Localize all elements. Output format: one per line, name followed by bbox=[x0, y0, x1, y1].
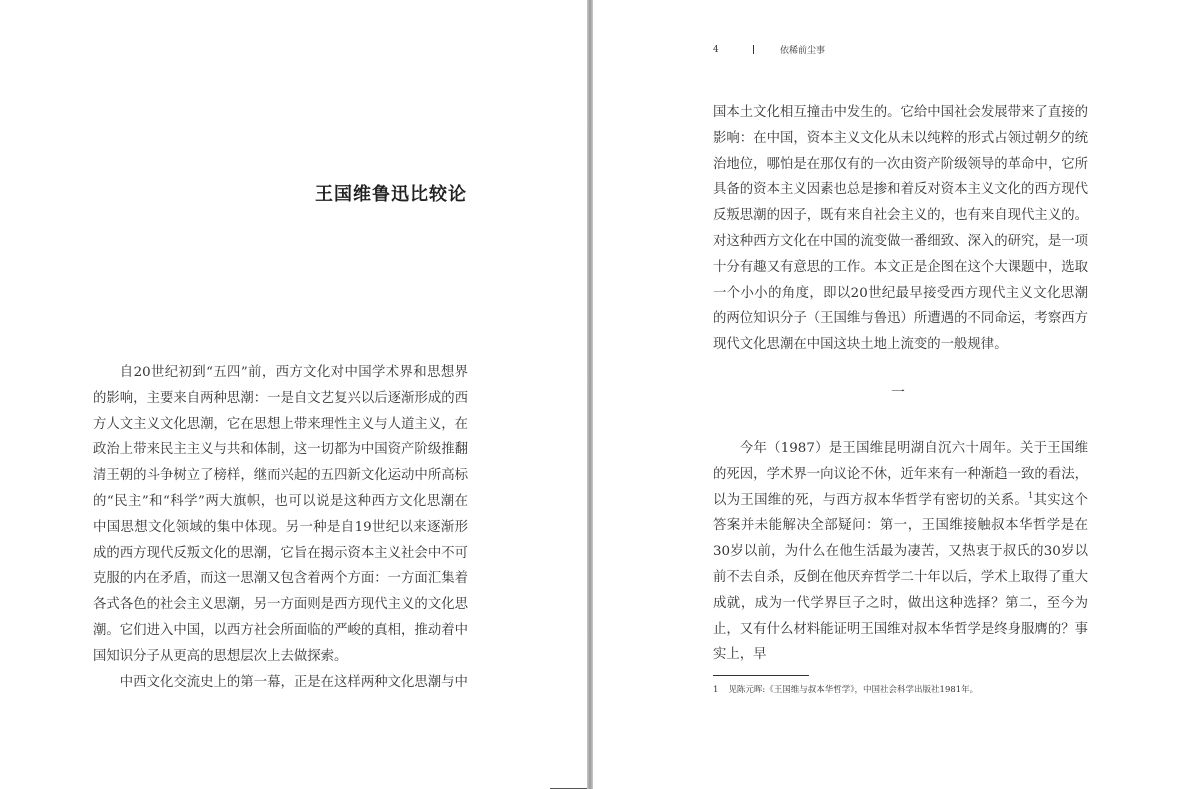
section-number: 一 bbox=[891, 385, 905, 401]
paragraph: 自20世纪初到“五四”前，西方文化对中国学术界和思想界的影响，主要来自两种思潮：一是自文艺复兴以后逐渐形成的西方人文主义文化思潮，它在思想上带来理性主义与人道主义，在政治上带来民主主义与共和体制，这一切都为中国资产阶级推翻清王朝的斗争树立了榜样，继而兴起的五四新文化运动中所高标的“民主”和“科学”两大旗帜，也可以说是这种西方文化思潮在中国思想文化领域的集中体现。另一种是自19世纪以来逐渐形成的西方现代反叛文化的思潮，它旨在揭示资本主义社会中不可克服的内在矛盾，而这一思潮又包含着两个方面：一方面汇集着各式各色的社会主义思潮，另一方面则是西方现代主义的文化思潮。它们进入中国，以西方社会所面临的严峻的真相，推动着中国知识分子从更高的思想层次上去做探索。 bbox=[93, 365, 468, 664]
page-number: 4 bbox=[713, 44, 719, 55]
right-body-text-top bbox=[713, 100, 1088, 358]
footnote-divider bbox=[713, 675, 809, 676]
paragraph-text: 其实这个答案并未能解决全部疑问：第一，王国维接触叔本华哲学是在30岁以前，为什么在他生活最为凄苦，又热衷于叔氏的30岁以前不去自杀，反倒在他厌弃哲学二十年以后，学术上取得了重大成就，成为一代学界巨子之时，做出这种选择？第二，至今为止，又有什么材料能证明王国维对叔本华哲学是终身服膺的？事实上，早 bbox=[713, 492, 1089, 663]
right-body-text-bottom bbox=[713, 436, 1088, 668]
left-body-text bbox=[93, 360, 468, 695]
running-title: 依稀前尘事 bbox=[780, 46, 826, 56]
running-head-separator bbox=[753, 45, 754, 54]
left-page bbox=[0, 0, 587, 789]
running-head bbox=[713, 43, 825, 56]
footnote-text: 见陈元晖:《王国维与叔本华哲学》，中国社会科学出版社1981年。 bbox=[728, 685, 979, 695]
footnote bbox=[713, 683, 978, 695]
chapter-title: 王国维鲁迅比较论 bbox=[315, 184, 467, 205]
paragraph-text: 今年（1987）是王国维昆明湖自沉六十周年。关于王国维的死因，学术界一向议论不休，近年来有一种渐趋一致的看法，以为王国维的死，与西方叔本华哲学有密切的关系。 bbox=[713, 441, 1088, 508]
paragraph: 中西文化交流史上的第一幕，正是在这样两种文化思潮与中 bbox=[119, 674, 468, 690]
footnote-reference[interactable]: 1 bbox=[1028, 490, 1034, 500]
paragraph: 国本土文化相互撞击中发生的。它给中国社会发展带来了直接的影响：在中国，资本主义文化从未以纯粹的形式占领过朝夕的统治地位，哪怕是在那仅有的一次由资产阶级领导的革命中，它所具备的资本主义因素也总是掺和着反对资本主义文化的西方现代反叛思潮的因子，既有来自社会主义的，也有来自现代主义的。对这种西方文化在中国的流变做一番细致、深入的研究，是一项十分有趣又有意思的工作。本文正是企图在这个大课题中，选取一个小小的角度，即以20世纪最早接受西方现代主义文化思潮的两位知识分子（王国维与鲁迅）所遭遇的不同命运，考察西方现代文化思潮在中国这块土地上流变的一般规律。 bbox=[713, 105, 1088, 353]
footnote-number: 1 bbox=[713, 685, 719, 695]
right-page bbox=[593, 0, 1180, 789]
paragraph bbox=[713, 436, 1088, 668]
